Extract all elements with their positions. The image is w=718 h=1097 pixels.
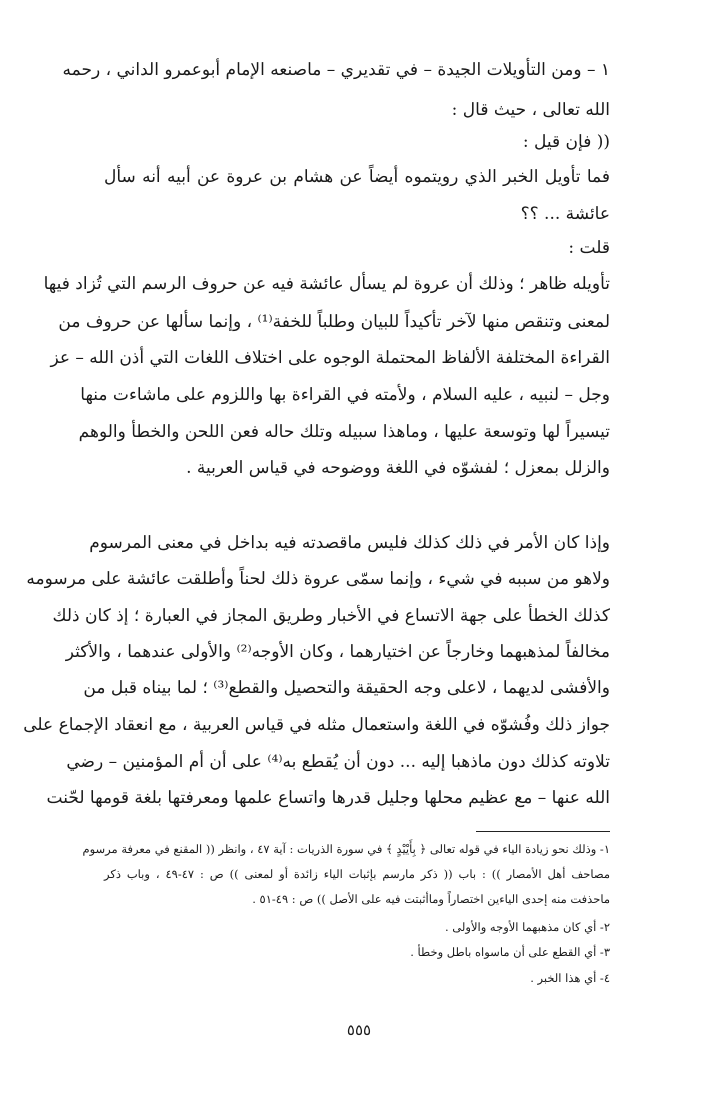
body-line-17: والأفشى لديهما ، لاعلى وجه الحقيقة والتحصيل والقطع⁽³⁾ ؛ لما بيناه قبل من <box>83 678 610 698</box>
footnote-divider <box>476 831 610 832</box>
body-line-14: ولاهو من سببه في شيء ، وإنما سمّى عروة ذلك لحناً وأطلقت عائشة على مرسومه <box>26 569 610 589</box>
body-line-13: وإذا كان الأمر في ذلك كذلك فليس ماقصدته فيه بداخل في معنى المرسوم <box>89 533 610 553</box>
body-line-11: تيسيراً لها وتوسعة عليها ، وماهذا سبيله وتلك حاله فعن اللحن والخطأ والوهم <box>78 422 610 442</box>
body-line-3: (( فإن قيل : <box>522 132 610 152</box>
body-line-18: جواز ذلك وفُشوّه في اللغة واستعمال مثله في قياس العربية ، مع انعقاد الإجماع على <box>23 715 610 735</box>
body-line-5: عائشة ... ؟؟ <box>520 204 610 224</box>
body-line-16: مخالفاً لمذهبهما وخارجاً عن اختيارهما ، وكان الأوجه⁽²⁾ والأولى عندهما ، والأكثر <box>65 642 610 662</box>
body-line-20: الله عنها – مع عظيم محلها وجليل قدرها واتساع علمها ومعرفتها بلغة قومها لحّنت <box>46 788 610 808</box>
body-line-8: لمعنى وتنقص منها لآخر تأكيداً للبيان وطلباً للخفة⁽¹⁾ ، وإنما سألها عن حروف من <box>58 312 610 332</box>
body-line-2: الله تعالى ، حيث قال : <box>451 100 610 120</box>
footnote-3: ٣- أي القطع على أن ماسواه باطل وخطأ . <box>410 945 610 959</box>
body-line-7: تأويله ظاهر ؛ وذلك أن عروة لم يسأل عائشة فيه عن حروف الرسم التي تُزاد فيها <box>43 274 610 294</box>
body-line-10: وجل – لنبيه ، عليه السلام ، ولأمته في القراءة بها واللزوم على ماشاءت منها <box>80 385 610 405</box>
footnote-1-line-1: ١- وذلك نحو زيادة الياء في قوله تعالى ﴿ بِأَيْيْدٍ ﴾ في سورة الذريات : آية ٤٧ ، وانظر (( المقنع في معرفة مرسوم <box>82 842 610 856</box>
footnote-1-line-3: ماحذفت منه إحدى الياءين اختصاراً وماأثبتت فيه على الأصل )) ص : ٤٩-٥١ . <box>252 892 610 906</box>
body-line-6: قلت : <box>568 238 610 258</box>
body-line-12: والزلل بمعزل ؛ لفشوّه في اللغة ووضوحه في قياس العربية . <box>186 458 610 478</box>
body-line-15: كذلك الخطأ على جهة الاتساع في الأخبار وطريق المجاز في العبارة ؛ إذ كان ذلك <box>52 606 610 626</box>
footnote-1-line-2: مصاحف أهل الأمصار )) : باب (( ذكر مارسم بإثبات الياء زائدة أو لمعنى )) ص : ٤٧-٤٩ ، وباب ذكر <box>104 867 610 881</box>
body-line-19: تلاوته كذلك دون ماذهبا إليه ... دون أن يُقطع به⁽⁴⁾ على أن أم المؤمنين – رضي <box>66 752 610 772</box>
footnote-4: ٤- أي هذا الخبر . <box>530 971 610 985</box>
body-line-9: القراءة المختلفة الألفاظ المحتملة الوجوه على اختلاف اللغات التي أذن الله – عز <box>50 348 610 368</box>
body-line-1: ١ – ومن التأويلات الجيدة – في تقديري – ماصنعه الإمام أبوعمرو الداني ، رحمه <box>62 60 610 80</box>
body-line-4: فما تأويل الخبر الذي رويتموه أيضاً عن هشام بن عروة عن أبيه أنه سأل <box>104 167 610 187</box>
page-number: ٥٥٥ <box>346 1021 372 1039</box>
footnote-2: ٢- أي كان مذهبهما الأوجه والأولى . <box>445 920 610 934</box>
